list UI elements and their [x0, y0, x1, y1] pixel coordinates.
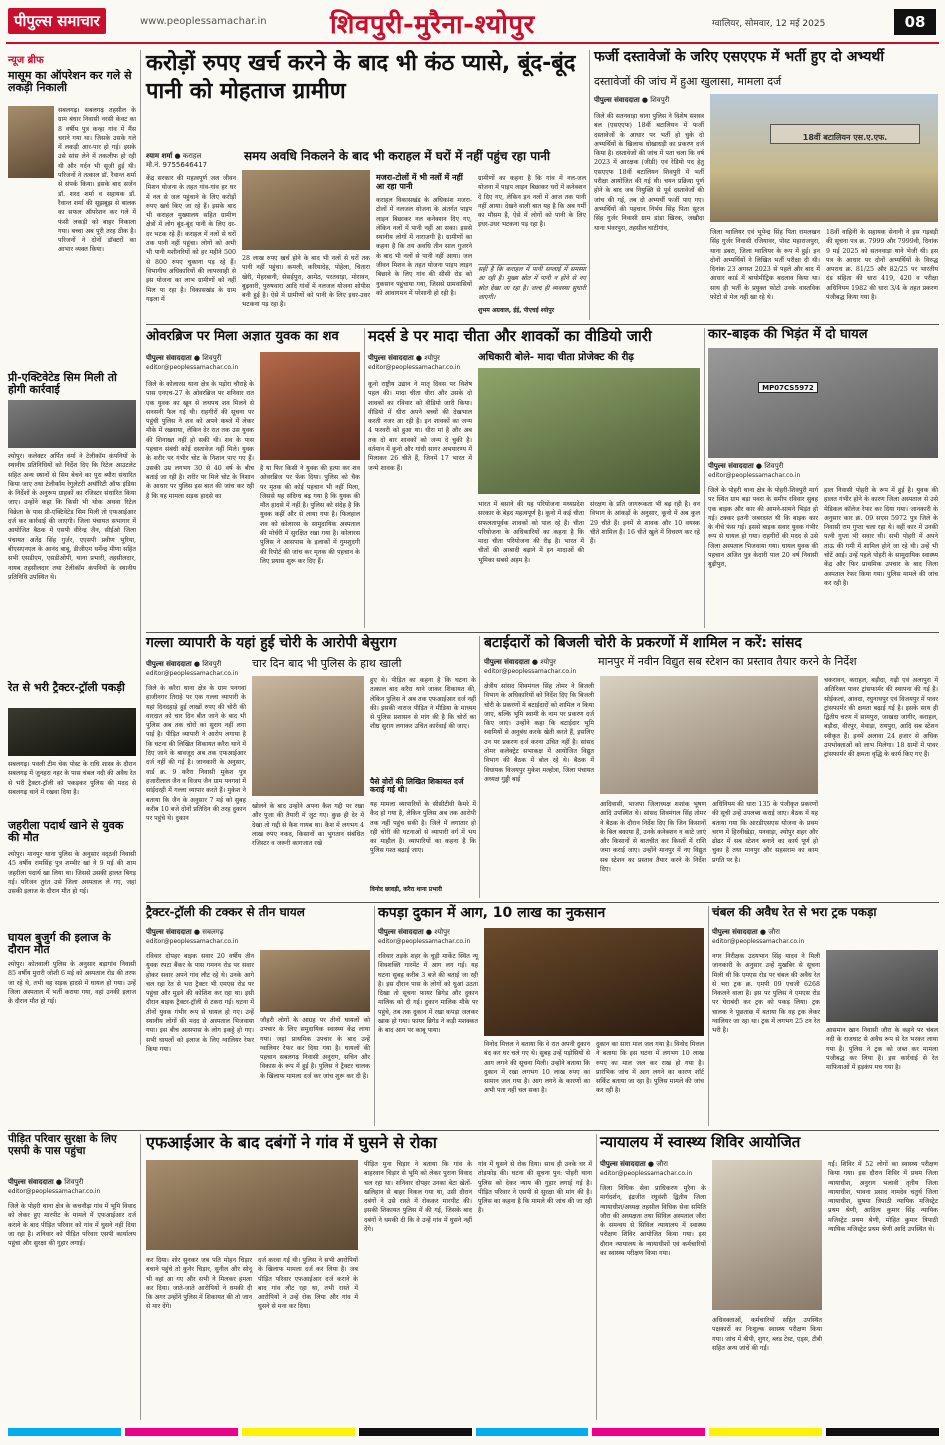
chambal-byline-name: पीपुल्स संवाददाता — [712, 928, 758, 936]
brief3-text: सबलगढ़। पवली टीम चेक पोस्ट के राघि शास्त्र के दौरान सबलगढ़ में जुनहरा नहर के पास चंबल नदी की अवैध रेत से भरी ट्रैक्टर-ट्रॉली को पकड़कर पुलिस की मदद से सबलगढ़ थाने में रखवा दिया है। — [8, 761, 136, 796]
fake-docs-byline: पीपुल्स संवाददाता ● शिवपुरी — [594, 96, 670, 104]
chambal-col2: आसमान खान निवासी जौरा के कहने पर चंबल नदी के राजघाट से अवैध रूप से रेत भरकर लाया गया है। पुलिस ने ट्रक को जब्त कर मामला पंजीबद्ध कर लिया है। इस कार्रवाई से रेत माफियाओं में हड़कंप मच गया है। — [826, 1027, 938, 1072]
brief3-headline: रेत से भरी ट्रैक्टर-ट्रॉली पकड़ी — [8, 681, 125, 694]
grain-story — [146, 636, 476, 898]
overbridge-col1: जिले के कोलारस थाना क्षेत्र के पड़ोरा चौराहे के पास एनएच-27 के ओवरब्रिज पर शनिवार रात एक युवक का खून से लथपथ शव मिलने से सनसनी फैल गई थी। राहगीरों की सूचना पर पहुंची पुलिस ने शव को अपने कब्जे में लेकर मौके में रखवाया, लेकिन देर रात तक उस युवक की शिनाख्त नहीं हो सकी थी। शव के पास पहचान संबंधी कोई दस्तावेज नहीं मिले। युवक के शरीर पर गंभीर चोट के निशान पाए गए हैं। उसकी उम्र लगभग 30 से 40 वर्ष के बीच बताई जा रही है। शरीर पर मिले चोट के निशान के आधार पर पुलिस इस बात की जांच कर रही है कि यह मामला सड़क हादसे का — [146, 381, 254, 500]
edition-title: शिवपुरी-मुरैना-श्योपुर — [330, 10, 535, 40]
fir-headline: एफआईआर के बाद दबंगों ने गांव में घुसने से रोका — [146, 1133, 437, 1152]
overbridge-col2: है या फिर किसी ने युवक की हत्या कर शव ओवरब्रिज पर फेंक दिया। पुलिस को चैक पर मृतक की कोई पहचान भी नहीं मिला, जिससे यह संदिग्ध बढ़ गया है कि युवक की मौत हादसे में नहीं है। पुलिस को संदेह है कि युवक कहीं और से लाया गया है। फिलहाल शव को कोलारस के सामुदायिक अस्पताल की मोर्चरी में सुरक्षित रखा गया है। कोलारस पुलिस ने आसपास के इलाकों में गुमशुदगी की रिपोर्ट की जांच कर मृतक की पहचान के लिए प्रयास शुरू कर दिए हैं। — [260, 465, 360, 565]
tractor-byline-name: पीपुल्स संवाददाता — [146, 928, 192, 936]
tractor-story — [146, 906, 370, 1126]
fake-docs-col2: जिला ग्वालियर एवं भूपेन्द्र सिंह पिता रामलखन सिंह गुर्जर निवासी रजियावर, पोस्ट महाराजपुरा, थाना डबरा, जिला ग्वालियर के रूप में हुई। इन दोनों अभ्यर्थियों ने लिखित भर्ती परीक्षा दी थी। दिनांक 23 अगस्त 2023 से पहले और बाद में आधार कार्ड में बायोमीट्रिक बदलाव किया था। साथ ही भर्ती के प्रयुक्त फोटो उनके वास्तविक फोटो से मेल नहीं खा रहे थे। — [710, 229, 820, 302]
lead-headline: करोड़ों रुपए खर्च करने के बाद भी कंठ प्यासे, बूंद-बूंद पानी को मोहताज ग्रामीण — [146, 51, 576, 104]
grain-byline: पीपुल्स संवाददाता ● शिवपुरी — [146, 660, 222, 668]
tractor-email[interactable]: editor@peoplessamachar.co.in — [146, 938, 239, 945]
electricity-story — [484, 636, 938, 898]
electricity-subhead: मानपुर में नवीन विद्युत सब स्टेशन का प्रस्ताव तैयार करने के निर्देश — [598, 655, 857, 668]
lead-caption: 28 लाख रुपए खर्च होने के बाद भी नलों से घरों तक पानी नहीं पहुंचा। कमली, करियादेह, पोहेला, चितारा खेरी, मेहरबानी, सेसईपुरा, आमेठ, परतवाड़ा, मोरावन, बुढ़वारी, पुरुषवारा आदि गांवों में नलजल योजना शोपीस बनी हुई है। ऐसे में ग्रामीणों को पानी के लिए इधर-उधर भटकना पड़ रहा है। — [242, 255, 370, 309]
cheetah-byline: पीपुल्स संवाददाता ● श्योपुर — [368, 354, 440, 362]
grain-sign: विनोद छावड़ी, करैरा थाना प्रभारी — [370, 886, 442, 893]
rule-row2 — [146, 632, 939, 633]
fake-docs-col1: जिले की सतनवाड़ा थाना पुलिस ने विशेष सशस्त्र बल (एसएएफ) 18वीं बटालियन में फर्जी दस्तावेजों के आधार पर भर्ती हो चुके दो अभ्यर्थियों के खिलाफ धोखाधड़ी का प्रकरण दर्ज किया है। दस्तावेजों की जांच में पता चला कि वर्ष 2023 में आरक्षक (जीडी) एवं रेडियो पद हेतु एसएएफ 18वीं बटालियन शिवपुरी में भर्ती परीक्षा आयोजित की गई थी। चयन प्रक्रिया पूर्ण होने के बाद जब नियुक्ति से पूर्व दस्तावेजों की जांच की गई, तब दो अभ्यर्थी फर्जी पाए गए। अभ्यर्थियों की पहचान निर्भय सिंह पिता सूरज सिंह गुर्जर निवासी ग्राम डांडा खिरक, जखौदा थाना भंवरपुरा, तहसील घाटीगांव, — [594, 113, 704, 232]
car-bike-col2: हाल निवासी पोहरी के रूप में हुई है। युवक की हालत गंभीर होने के कारण जिला अस्पताल से उसे मेडिकल कॉलेज रेफर कर दिया गया। जानकारी के अनुसार कार क्र. 09 सएस 5972 पुत्र जिले के निवासी राम गुप्ता चला रहा थे। वहीं कार में उनकी पत्नी गुप्ता भी सवार थी। सभी पोहरी में अपने ताऊ की गमी में शामिल होने जा रहे थी। उन्हें भी चोटें आई। उन्हें पहले पोहरी के सामुदायिक स्वास्थ्य केंद्र और फिर प्राथमिक उपचार के बाद जिला अस्पताल रेफर किया गया। पुलिस मामले की जांच कर रही है। — [824, 487, 938, 587]
fake-docs-subhead: दस्तावेजों की जांच में हुआ खुलासा, मामला दर्ज — [594, 75, 782, 88]
health-photo — [712, 1160, 822, 1310]
health-story — [600, 1134, 938, 1420]
grain-byline-place: शिवपुरी — [202, 660, 222, 668]
tractor-divider — [374, 906, 375, 1126]
victim-byline-place: शिवपुरी — [64, 1178, 84, 1186]
cheetah-subhead: अधिकारी बोले- मादा चीता प्रोजेक्ट की रीढ़ — [478, 352, 634, 363]
car-bike-byline-place: शिवपुरी — [764, 462, 784, 470]
electricity-byline-name: पीपुल्स संवाददाता — [484, 658, 530, 666]
grain-col2: खोलने के बाद उन्होंने अपना कैश गद्दी पर रखा और पूजा की तैयारी में जुट गए। कुछ ही देर में देखा तो गद्दी से कैश गायब था। कैश में लगभग 4 लाख रुपए नकद, किसानों का भुगतान संबंधित रजिस्टर व जरूरी कागजात रखे — [252, 803, 364, 848]
cheetah-story — [368, 328, 700, 628]
dateline: ग्वालियर, सोमवार, 12 मई 2025 — [712, 19, 826, 29]
victim-divider — [140, 1134, 141, 1420]
fir-story — [146, 1134, 592, 1420]
chambal-byline-place: जौरा — [768, 928, 780, 936]
health-email[interactable]: editor@peoplessamachar.co.in — [600, 1170, 693, 1177]
fir-photo — [146, 1160, 358, 1250]
overbridge-headline: ओवरब्रिज पर मिला अज्ञात युवक का शव — [146, 329, 339, 344]
tractor-byline: पीपुल्स संवाददाता ● सबलगढ़ — [146, 928, 224, 936]
fake-docs-headline: फर्जी दस्तावेजों के जरिए एसएएफ में भर्ती हुए दो अभ्यर्थी — [594, 49, 884, 65]
brief2-text: श्योपुर। कलेक्टर अर्पित वर्मा ने टेलीकॉम कंपनियों के स्थानीय प्रतिनिधियों को निर्देश दिए कि रिटेल आउटलेट सहित अन्य स्थानों से सिम बेचने का पूरा ब्यौरा संधारित किया जाए तथा टेलीकॉम रेगुलेटरी अथॉरिटी ऑफ इंडिया के निर्देशों के अनुरूप ग्राहकों का रजिस्टर संधारित किया जाए। उन्होंने कहा कि किसी भी थोक अथवा रिटेल विक्रेता के पास प्री-एक्टिवेटेड सिम मिली तो एफआईआर दर्ज कर कार्रवाई की जाएगी। जिला पंचायत सभागार में आयोजित बैठक में एसपी वीरेन्द्र जैन, सीईओ जिला पंचायत अतेंद्र सिंह गुर्जर, एएसपी प्रवीण भूरिया, बीएसएनएल के आनंद बाबू, डीजीएम धर्मेन्द्र मीणा सहित सभी एसडीएम, एसडीओपी, थाना प्रभारी, तहसीलदार, नायब तहसीलदार तथा टेलीकॉम कंपनियों के स्थानीय प्रतिनिधि उपस्थित थे। — [8, 453, 136, 581]
overbridge-divider — [364, 328, 365, 628]
brief5-text: श्योपुर। कोतवाली पुलिस के अनुसार बड़ागांव निवासी 85 वर्षीय मुरारी जोशी 6 मई को अस्पताल रोड की तरफ जा रहे थे, तभी वह सड़क हादसे में घायल हो गया। उन्हें जिला अस्पताल में भर्ती कराया गया, वहां उनकी इलाज के दौरान मौत हो गई। — [8, 961, 136, 1006]
victim-byline: पीपुल्स संवाददाता ● शिवपुरी — [8, 1178, 84, 1186]
cheetah-byline-name: पीपुल्स संवाददाता — [368, 354, 414, 362]
fire-byline: पीपुल्स संवाददाता ● श्योपुर — [378, 928, 450, 936]
health-col1: जिला विधिक सेवा प्राधिकरण मुरैना के मार्गदर्शन, इंद्रजीत रघुवंशी द्वितीय जिला न्यायाधीश/अध्यक्ष तहसील विधिक सेवा समिति जौरा की अध्यक्षता तथा सिविल अस्पताल जौरा के समन्वय से सिविल न्यायालय में स्वास्थ्य परीक्षण शिविर आयोजित किया गया। इस दौरान न्यायालय के न्यायाधीशों एवं कर्मचारियों का स्वास्थ्य परीक्षण किया गया। — [600, 1185, 706, 1258]
number-plate — [758, 382, 818, 393]
brief2-photo — [8, 400, 136, 448]
grain-col3: हुए थे। पीड़ित का कहना है कि घटना के तत्काल बाद करैरा थाने जाकर शिकायत की, लेकिन पुलिस ने अब तक एफआईआर दर्ज नहीं की। इसकी नाराज पीड़ित ने मीडिया के माध्यम से पुलिस प्रशासन से मांग की है कि चोरों का शीघ्र सुराग लगाकर उचित कार्रवाई की जाए। — [370, 677, 476, 731]
lead-box-head: मजरा-टोलों में भी नलों में नहीं आ रहा पानी — [376, 173, 463, 191]
overbridge-byline-place: शिवपुरी — [202, 354, 222, 362]
cheetah-headline: मदर्स डे पर मादा चीता और शावकों का वीडियो जारी — [368, 327, 652, 345]
electricity-byline: पीपुल्स संवाददाता ● श्योपुर — [484, 658, 556, 666]
fake-docs-col3: 18वीं वाहिनी के सहायक सेनानी ने इस गड़बड़ी की सूचना पत्र क्र. 7999 और 7999वी, दिनांक 9 मई 2025 को सतनवाड़ा थाने भेजी थी। इस पत्र के आधार पर दोनों अभ्यर्थियों के विरुद्ध अपराध क्र. 81/25 और 82/25 पर भारतीय दंड संहिता की धारा 419, 420 व परीक्षा अधिनियम 1982 की धारा 3/4 के तहत प्रकरण पंजीबद्ध किया गया है। — [826, 229, 938, 302]
electricity-col1: क्षेत्रीय सांसद शिवमंगल सिंह तोमर ने बिजली विभाग के अधिकारियों को निर्देश दिए कि बिजली चोरी के प्रकरणों में बटाईदारों को शामिल न किया जाए, बल्कि भूमि स्वामी के नाम पर प्रकरण दर्ज किए जाएं। उन्होंने कहा कि बटाईदार भूमि स्वामियों से अनुबंध करके खेती करते हैं, इसलिए उन पर प्रकरण दर्ज करना उचित नहीं है। सांसद तोमर कलेक्ट्रेट सभाकक्ष में आयोजित विद्युत विभाग की बैठक में बोल रहे थे। बैठक में विधायक विजयपुर मुकेश मल्होत्रा, जिला पंचायत अध्यक्ष गुड्डी बाई — [484, 683, 594, 783]
lead-photo — [242, 170, 370, 250]
masthead — [0, 0, 945, 44]
overbridge-byline-name: पीपुल्स संवाददाता — [146, 354, 192, 362]
car-bike-photo — [708, 348, 938, 458]
grain-col3b: यह मामला व्यापारियों के सीसीटीवी कैमरे में कैद हो गया है, लेकिन पुलिस अब तक आरोपी तक नहीं पहुंच सकी है। जिले में लगातार हो रही चोरी की घटनाओं से व्यापारी वर्ग में भय का माहौल है। व्यापारियों का कहना है कि पुलिस गश्त बढ़ाई जाए। — [370, 801, 476, 855]
rule-row1 — [146, 324, 939, 325]
fake-docs-story — [594, 50, 938, 320]
electricity-col3: अधिनियम की धारा 135 के पंजीकृत प्रकरणों की सूची उन्हें उपलब्ध कराई जाए। बैठक में यह बताया गया कि आरडीएसएस योजना के प्रथम चरण में हिरनीखेड़ा, पनवाड़ा, श्योपुर शहर और ढोढर में सब स्टेशन बनाने का कार्य पूर्ण हो चुका है तथा मानपुर और सहसराम का काम प्रगति पर है। — [712, 801, 818, 864]
electricity-byline-place: श्योपुर — [540, 658, 556, 666]
chambal-photo — [826, 950, 938, 1022]
cheetah-byline-place: श्योपुर — [424, 354, 440, 362]
lead-byline-place: कराहल — [182, 152, 202, 160]
health-col2: अधिवक्ताओं, कर्मचारियों सहित उपस्थित पक्षकारों का निःशुल्क स्वास्थ्य परीक्षण किया गया। जांच में बीपी, शुगर, ब्लड टेस्ट, एड्स, टीबी सहित अन्य जांचें की गईं। — [712, 1317, 822, 1352]
victim-byline-name: पीपुल्स संवाददाता — [8, 1178, 54, 1186]
brief4-text: श्योपुर। मानपुर थाना पुलिस के अनुसार वद्ठवी निवासी 45 वर्षीय रामसिंह पुत्र शम्भीर खां ने 9 मई की शाम जहरीला पदार्थ खा लिया था। जिससे उसकी हालत बिगड़ गई। परिजन तुरंत उसे जिला अस्पताल ले गए, जहां उसकी इलाज के दौरान मौत हो गई। — [8, 851, 136, 896]
brief2-headline: प्री-एक्टिवेटेड सिम मिली तो होगी कार्रवाई — [8, 371, 117, 397]
health-byline-place: जौरा — [656, 1160, 668, 1168]
lead-subhead: समय अवधि निकलने के बाद भी कराहल में घरों में नहीं पहुंच रहा पानी — [244, 149, 550, 163]
car-bike-byline: पीपुल्स संवाददाता ● शिवपुरी — [708, 462, 784, 470]
cheetah-photo — [478, 368, 700, 494]
section-label: न्यूज ब्रीफ — [8, 55, 44, 66]
lead-byline-name: श्याम शर्मा — [146, 152, 173, 160]
victim-email[interactable]: editor@peoplessamachar.co.in — [8, 1188, 101, 1195]
fir-col3: दर्ज करवा गई थी। पुलिस ने सभी आरोपियों के खिलाफ मामला दर्ज कर लिया है। जब पीड़ित परिवार एफआईआर दर्ज कराने के बाद गांव लौट रहा था, तभी रास्ते में आरोपियों ने उन्हें रोक लिया और गांव में घुसने से मना कर दिया। — [258, 1257, 358, 1311]
car-bike-story — [708, 328, 938, 628]
cheetah-col3: संरक्षण के प्रति जागरूकता भी बढ़ रही है। वन विभाग के आंकड़ों के अनुसार, कूनो में अब कुल 29 चीते हैं। इनमें से शावक और 10 वयस्क चीते शामिल हैं। 16 चीते खुले में विचरण कर रहे हैं। — [590, 501, 700, 546]
grain-headline: गल्ला व्यापारी के यहां हुई चोरी के आरोपी बेसुराग — [146, 635, 397, 651]
rule-row4 — [8, 1130, 939, 1131]
brand-name: पीपुल्स समाचार — [14, 12, 100, 30]
electricity-headline: बटाईदारों को बिजली चोरी के प्रकरणों में शामिल न करें: सांसद — [484, 635, 802, 651]
sidebar-lower — [8, 930, 136, 1040]
grain-divider — [479, 636, 480, 898]
fir-col2: कर दिया। शोर सुनकर जब पति मोहन चिड़ार बचाने पहुंचे तो कुनेर चिड़ार, सुनील और सोनू भी वहां आ गए और सभी ने मिलकर हमला कर दिया। जाते-जाते आरोपियों ने धमकी दी कि अगर उन्होंने पुलिस में शिकायत की तो जान से मार देंगे। — [146, 1257, 252, 1311]
grain-col1: जिले के करैरा थाना क्षेत्र के ग्राम पनगवां हाजीनगर तिराहे पर एक गल्ला व्यापारी के यहां दिनदहाड़े हुई लाखों रुपए की चोरी की वारदात को चार दिन बीत जाने के बाद भी पुलिस अब तक चोरों का सुराग नहीं लगा पाई है। पीड़ित व्यापारी ने आरोप लगाया है कि घटना की लिखित शिकायत करैरा थाने में दिए जाने के बावजूद अब तक एफआईआर दर्ज नहीं की गई है। जानकारी के अनुसार, वार्ड क्र. 9 करैरा निवासी मुकेश पुत्र हजारीलाल जैन व विजय जैन ग्राम पनगवां में सांईदरही में गल्ला व्यापार करते हैं। मुकेश ने बताया कि जैन के अनुसार 7 मई को सुबह करीब 10 बजे दोनों प्रतिदिन की तरह दुकान पर पहुंचे थे। दुकान — [146, 685, 246, 823]
print-color-bar — [8, 1428, 939, 1436]
tractor-photo — [260, 950, 370, 1012]
tractor-col2: जौहरी लोगों के आग्रह पर तीनों घायलों को उपचार के लिए समुदायिक स्वास्थ्य केंद्र लाया गया। जहां प्राथमिक उपचार के बाद उन्हें ग्वालियर रेफर कर दिया गया है। घायलों की पहचान सबलगढ़ निवासी अनुराग, सचिन और विकास के रूप में हुई है। पुलिस ने ट्रैक्टर चालक के खिलाफ मामला दर्ज कर जांच शुरू कर दी है। — [260, 1017, 370, 1080]
fire-byline-name: पीपुल्स संवाददाता — [378, 928, 424, 936]
brief1-text: सबलगढ़। सबलगढ़ तहसील के ग्राम बंधार निवासी नरसी केवट का 8 वर्षीय पुत्र कन्हा गांव में मैंस चराने गया था। जिसके उसके गले में लकड़ी आर-पार हो गई। इसके उसे सांस लेने में तकलीफ हो रही थी और गर्दन भी सूजी हुई थी। परिजनों ने तत्काल डॉ. रैवान्त शर्मा से संपर्क किया। इसके बाद सर्जन डॉ. शरद शर्मा व सहायक डॉ. रैवान्त शर्मा की सूझबूझ से बालक का सफल ऑपरेशन कर गले में फंसी लकड़ी को बाहर निकाला गया। बच्चा अब पूरी तरह ठीक है। परिजनों ने दोनों डॉक्टरों का आभार व्यक्त किया। — [58, 107, 136, 254]
health-col3: गईं। शिविर में 52 लोगों का स्वास्थ्य परीक्षण किया गया। इस दौरान शिविर में प्रथम जिला न्यायाधीश, अनुराग भलावी तृतीय जिला न्यायाधीश, भावना प्रसाद नामदेव चतुर्थ जिला न्यायाधीश, सुषमा त्रिपाठी न्यायिक मजिस्ट्रेट प्रथम श्रेणी, आदित्य कुमार सिंह न्यायिक मजिस्ट्रेट प्रथम श्रेणी, मोहित कुमार त्रिपाठी न्यायिक मजिस्ट्रेट प्रथम श्रेणी आदि उपस्थित थे। — [828, 1161, 938, 1234]
lead-quote-text: सही है कि कराहल में पानी सप्लाई में समस्या आ रही है। मुख्य स्रोत में पानी न होने से नए स्रोत देखा जा रहा है। जल्द ही व्यवस्था सुधारी जाएगी। — [478, 266, 586, 301]
fire-col1: रविवार तड़के शहर के चूड़ी मार्केट स्थित न्यू शिवशक्ति गारमेंट में आग लग गई। यह घटना सुबह करीब 3 बजे की बताई जा रही है। इस दौरान पास के लोगों को धुआं उठता दिखा तो सूचना फायर ब्रिगेड और दुकान मालिक को दी गई। दुकान मालिक मौके पर पहुंचे, तब तक दुकान में रखा कपड़ा जलकर खाक हो गया। फायर ब्रिगेड ने कड़ी मशक्कत के बाद आग पर काबू पाया। — [378, 953, 478, 1035]
overbridge-photo — [260, 352, 360, 460]
grain-byline-name: पीपुल्स संवाददाता — [146, 660, 192, 668]
fir-col1: पीड़ित मुना चिड़ार ने बताया कि गांव के बाहरवान चिड़ार से भूमि को लेकर पुराना विवाद चल रहा था। शनिवार दोपहर उनका बेटा खेतों-खलिहान से बाहर निकल गया था, उसी दौरान दबंगों ने उसे रास्ते में रोककर मारपीट की। इसकी शिकायत पुलिस में की गई, जिसके बाद दबंगों ने धमकी दी कि वे उन्हें गांव में घुसने नहीं देंगे। — [364, 1161, 472, 1234]
chambal-byline: पीपुल्स संवाददाता ● जौरा — [712, 928, 780, 936]
brief4-headline: जहरीला पदार्थ खाने से युवक की मौत — [8, 819, 124, 845]
health-byline-name: पीपुल्स संवाददाता — [600, 1160, 646, 1168]
chambal-col1: नगर निरीक्षक उदयभान सिंह यादव ने मिली जानकारी के अनुसार उन्हें मुखबिर से सूचना मिली थी कि एमएस रोड पर चंबल की अवैध रेत से भरा ट्रक क्र. एमपी 09 एचजी 6268 निकलने वाला है। इस पर पुलिस ने एमएस रोड पर घेराबंदी कर ट्रक को पकड़ लिया। ट्रक चालक ने पूछताछ में बताया कि वह ट्रक लेकर ग्वालियर जा रहा था। ट्रक में लगभग 25 टन रेत भरी है। — [712, 953, 820, 1035]
cheetah-email[interactable]: editor@peoplessamachar.co.in — [368, 364, 461, 371]
fir-divider — [596, 1134, 597, 1420]
brief5-headline: घायल बुजुर्ग की इलाज के दौरान मौत — [8, 931, 111, 957]
chambal-headline: चंबल की अवैध रेत से भरा ट्रक पकड़ा — [712, 905, 877, 919]
chambal-story — [712, 906, 938, 1126]
tractor-byline-place: सबलगढ़ — [202, 928, 224, 936]
cheetah-col1: कूनो राष्ट्रीय उद्यान ने मातृ दिवस पर विशेष पहल की। मादा चीता धीरा और उसके दो शावकों का रविवार को वीडियो जारी किया। वीडियो में धीरा अपने बच्चों की देखभाल करती नजर आ रही है। इन शावकों का जन्म 4 फरवरी को हुआ था। धीरा मां है और अब तक दो बार शावकों को जन्म दे चुकी है। वर्तमान में कूनो और गांधी सागर अभयारण्य में मिलाकर 26 चीते हैं, जिनमें 17 भारत में जन्मे शावक हैं। — [368, 381, 472, 472]
tractor-headline: ट्रैक्टर-ट्रॉली की टक्कर से तीन घायल — [146, 905, 305, 919]
fir-col4: गांव में घुसने से रोक दिया। साथ ही उनके घर में तोड़फोड़ की। घटना की सूचना पुन: पोहरी थाना पुलिस को देकर न्याय की गुहार लगाई गई है। पीड़ित परिवार ने एसपी से सुरक्षा की मांग की है। पुलिस का कहना है कि मामले की जांच की जा रही है। — [478, 1161, 592, 1215]
cheetah-col2: भारत में बसाने की यह परियोजना मध्यप्रदेश सरकार के बेहद महत्वपूर्ण है। कूनो में कई चीता सफलतापूर्वक शावकों को पाल रहे हैं। चीता परियोजना के अधिकारियों का कहना है कि मादा चीता परियोजना की रीढ़ है। भारत में चीतों की आबादी बढ़ाने में इन मादाओं की भूमिका सबसे अहम है। — [478, 501, 584, 564]
car-bike-col1: जिले के पोहरी थाना क्षेत्र के पोहरी-शिवपुरी मार्ग पर स्थित ग्राम बड़ा पवरा के समीप रविवार सुबह एक बाइक और कार की आमने-सामने भिड़ंत हो गई। टक्कर इतनी जबरदस्त थी कि बाइक कार के नीचे फंस गई। इससे बाइक सवार युवक गंभीर रूप से घायल हो गया। राहगीरों की मदद से उसे जिला अस्पताल भिजवाया गया। घायल युवक की पहचान अजित पुत्र केदारी पाल 20 वर्ष निवासी बुढ़ीपुरा, — [708, 487, 818, 569]
tractor-col1: रविवार दोपहर बाइक सवार 20 वर्षीय तीन युवक रपटा बैंकर के पास गमनन रोड पर सवार होकर सवार अपने गांव लौट रहे थे। उनके आगे चल रहा रेत से भरा ट्रैक्टर भी एमएस रोड पर पहुंचा और मुड़ने की कोशिश कर रहा था। इसी दौरान बाइक ट्रैक्टर-ट्रॉली से टकरा गई। घटना में तीनों युवक गंभीर रूप से घायल हो गए। उन्हें स्थानीय लोगों की मदद से अस्पताल भिजवाया गया। इस बीच आसपास के लोग इकट्ठे हो गए। सभी घायलों को इलाज के लिए ग्वालियर रेफर किया गया। — [146, 953, 254, 1053]
grain-email[interactable]: editor@peoplessamachar.co.in — [146, 670, 239, 677]
car-bike-email[interactable]: editor@peoplessamachar.co.in — [708, 472, 801, 479]
sidebar — [8, 50, 136, 930]
lead-quote-name: शुभम अग्रवाल, ईई, पीएचई श्योपुर — [478, 307, 555, 314]
victim-col1: जिले के पोहरी थाना क्षेत्र के कचनौढ़ा गांव में भूमि विवाद को लेकर हुए मारपीट के मामले में एफआईआर दर्ज कराने के बाद पीड़ित परिवार को गांव में घुसने नहीं दिया जा रहा है। शनिवार को पीड़ित परिवार एसपी कार्यालय पहुंचा और सुरक्षा की गुहार लगाई। — [8, 1203, 136, 1248]
gate-sign — [770, 124, 920, 144]
health-byline: पीपुल्स संवाददाता ● जौरा — [600, 1160, 668, 1168]
sidebar-divider — [140, 50, 141, 1045]
lead-col3: कराहल विकासखंड के अधिकांश मजरा-टोलों में नलजल योजना के अंतर्गत पाइप लाइन बिछाकर नल कनेक्शन दिए गए, लेकिन नलों में पानी नहीं आ सका। इससे स्थानीय लोगों में नाराजगी है। ग्रामीणों का कहना है कि तय अवधि तीन साल गुजरने के बाद भी नलों से पानी नहीं आया। जल जीवन मिशन के तहत योजना पाइप लाइन बिछाने के लिए गांव की सीसी रोड को नुकसान पहुंचाया गया, जिससे ग्रामवासियों को आवागमन में परेशानी हो रही है। — [376, 197, 472, 297]
lead-col4: ग्रामीणों का कहना है कि गांव में नल-जल योजना में पाइप लाइन बिछाकर घरों में कनेक्शन दे दिए गए, लेकिन इन नलों में आज तक पानी नहीं आया। देखने वाली बात यह है कि अब गर्मी का मौसम है, ऐसे में लोगों को पानी के लिए इधर-उधर भटकना पड़ रहा है। — [478, 175, 586, 229]
electricity-col4: चकरावन, कराहल, बड़ौदा, गढ़ी एवं अलापुरा में अतिरिक्त पावर ट्रांसफार्मर की स्थापना की गई है। सोईकलां, आवदा, रघुनाथपुर एवं विजयपुर में पावर ट्रांसफार्मर की क्षमता बढ़ाई गई है। इसके साथ ही द्वितीय चरण में सामपुरा, जाखदा जागीर, कराहल, बड़ौदा, वीरपुर, मेवाड़ा, रायपुरा, आदि सब स्टेशन स्वीकृत हैं। इनमें अलावा 24 हजार से अधिक उपभोक्ताओं को लाभ मिलेगा। 18 ग्रामों में पावर ट्रांसफार्मर की क्षमता वृद्धि के कार्य किए गए हैं। — [824, 677, 938, 759]
health-headline: न्यायालय में स्वास्थ्य शिविर आयोजित — [600, 1133, 801, 1151]
fake-docs-byline-place: शिवपुरी — [650, 96, 670, 104]
masthead-rule — [6, 42, 939, 44]
gate-sign-text: 18वीं बटालियन एस.ए.एफ. — [802, 133, 888, 142]
lead-byline: श्याम शर्मा ● कराहल मो.नं. 9755646417 — [146, 152, 236, 170]
fire-col2: विनोद मित्तल ने बताया कि वे रात अपनी दुकान बंद कर घर चले गए थे। सुबह उन्हें पड़ोसियों से आग लगने की सूचना मिली। उन्होंने बताया कि दुकान में रखा लगभग 10 लाख रुपए का सामान जल गया है। आग लगने के कारणों का अभी पता नहीं चल सका है। — [484, 1041, 590, 1095]
fire-photo — [484, 928, 704, 1036]
brief1-headline: मासूम का ऑपरेशन कर गले से लकड़ी निकाली — [8, 69, 132, 95]
site-url[interactable]: www.peoplessamachar.in — [140, 16, 267, 27]
lead-byline-phone: मो.नं. 9755646417 — [146, 161, 208, 170]
plate-text: MP07CS5972 — [762, 384, 814, 392]
brief1-text-cont — [8, 182, 136, 300]
brief1-photo — [8, 106, 54, 178]
lead-col1: केंद्र सरकार की महत्वपूर्ण जल जीवन मिशन योजना के तहत गांव-गांव हर घर में नल से जल पहुंचाने के लिए करोड़ों रुपए खर्च किए जा रहे हैं। इसके बाद भी कराहल मुख्यालय सहित ग्रामीण क्षेत्रों में लोग बूंद-बूंद पानी के लिए दर-दर भटक रहे हैं। कराहल में नलों से घरों तक पानी नहीं पहुंचा। लोगों को अभी भी पानी मशीनरियों को हर महीने 500 से 800 रुपए चुकाना पड़ रहे हैं। विभागीय अधिकारियों की लापरवाही से इस योजना का लाभ ग्रामीणों को नहीं मिल पा रहा है। विकासखंड के ग्राम गढ़ला में — [146, 175, 236, 303]
grain-subhead: चार दिन बाद भी पुलिस के हाथ खाली — [252, 657, 402, 670]
fake-docs-byline-name: पीपुल्स संवाददाता — [594, 96, 640, 104]
fire-story — [378, 906, 704, 1126]
electricity-photo — [600, 676, 818, 794]
electricity-email[interactable]: editor@peoplessamachar.co.in — [484, 668, 577, 675]
fire-col3: दुकान का सारा माल जल गया है। विनोद मित्तल ने बताया कि इस घटना में लगभग 10 लाख रुपए का माल जल कर राख हो गया है। प्रारंभिक जांच में आग लगने का कारण शॉर्ट सर्किट बताया जा रहा है। पुलिस मामले की जांच कर रही है। — [596, 1041, 704, 1095]
car-bike-headline: कार-बाइक की भिड़ंत में दो घायल — [708, 327, 868, 342]
grain-box-head: पैसे वोरों की लिखित शिकायत दर्ज कराई गई थी। — [370, 777, 464, 795]
brand-logo[interactable] — [8, 8, 106, 34]
fire-byline-place: श्योपुर — [434, 928, 450, 936]
overbridge-email[interactable]: editor@peoplessamachar.co.in — [146, 364, 239, 371]
chambal-email[interactable]: editor@peoplessamachar.co.in — [712, 938, 805, 945]
electricity-col2: आदिवासी, भाजपा जिलाध्यक्ष शशांक भूषण आदि उपस्थित थे। सांसद शिवमंगल सिंह तोमर ने बैठक के दौरान निर्देश दिए कि जिन किसानों के बिल बकाया हैं, उनके कनेक्शन न काटे जाएं और किसानों से बातचीत कर किस्तों में राशि जमा कराई जाए। उन्होंने मानपुर में नए विद्युत सब स्टेशन का प्रस्ताव तैयार करने के निर्देश दिए। — [600, 801, 706, 874]
victim-story — [8, 1134, 136, 1420]
fire-email[interactable]: editor@peoplessamachar.co.in — [378, 938, 471, 945]
car-bike-byline-name: पीपुल्स संवाददाता — [708, 462, 754, 470]
fire-divider — [708, 906, 709, 1126]
fire-headline: कपड़ा दुकान में आग, 10 लाख का नुकसान — [378, 905, 606, 921]
victim-headline: पीड़ित परिवार सुरक्षा के लिए एसपी के पास पहुंचा — [8, 1133, 117, 1157]
rule-row3 — [146, 902, 939, 903]
grain-photo — [252, 676, 364, 796]
brief3-photo — [8, 708, 136, 756]
cheetah-divider — [704, 328, 705, 628]
overbridge-byline: पीपुल्स संवाददाता ● शिवपुरी — [146, 354, 222, 362]
fake-docs-photo — [710, 94, 938, 222]
lead-story — [146, 50, 586, 320]
page-number: 08 — [894, 9, 936, 35]
fir-col3b — [364, 1256, 472, 1418]
lead-divider — [589, 50, 590, 320]
lead-quote — [478, 264, 586, 318]
overbridge-story — [146, 328, 360, 628]
